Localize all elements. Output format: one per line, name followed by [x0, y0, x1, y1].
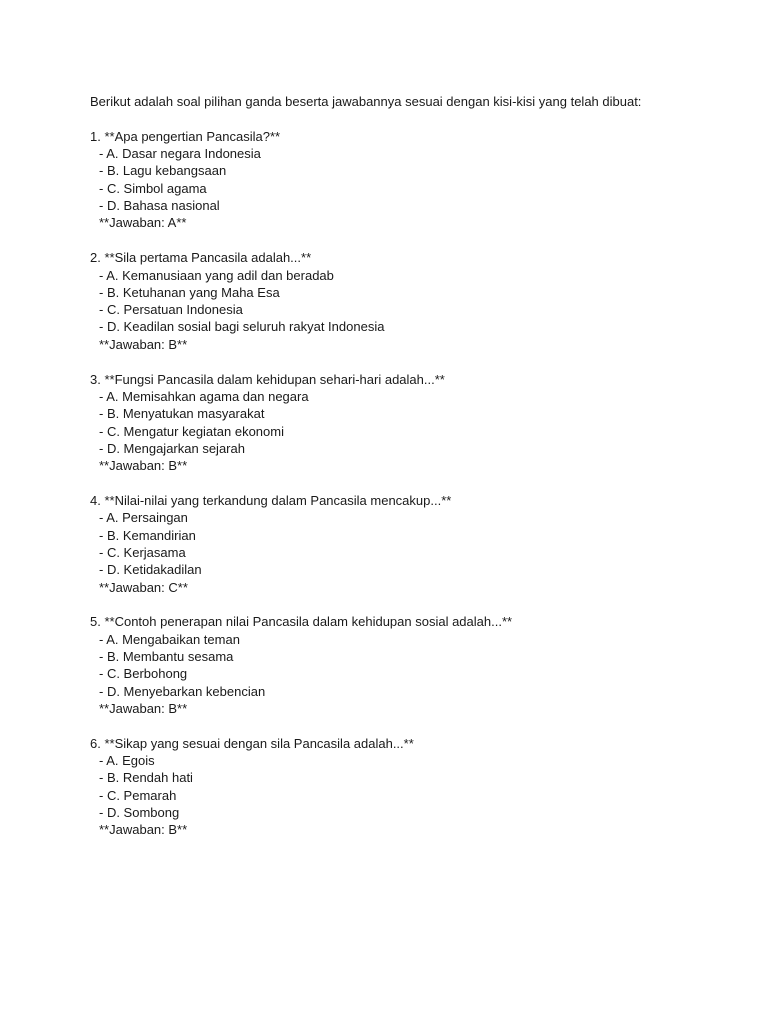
option-a: - A. Dasar negara Indonesia [99, 146, 261, 162]
option-b: - B. Kemandirian [99, 527, 196, 543]
option-a: - A. Persaingan [99, 510, 188, 526]
question-block-3 [90, 371, 730, 475]
question-block-1 [90, 128, 730, 232]
question-text: 5. **Contoh penerapan nilai Pancasila dalam kehidupan sosial adalah...** [90, 614, 513, 630]
answer-text: **Jawaban: A** [99, 215, 187, 231]
question-block-4 [90, 492, 730, 596]
option-a: - A. Kemanusiaan yang adil dan beradab [99, 267, 334, 283]
question-text: 3. **Fungsi Pancasila dalam kehidupan sehari-hari adalah...** [90, 371, 445, 387]
option-b: - B. Ketuhanan yang Maha Esa [99, 284, 280, 300]
option-d: - D. Menyebarkan kebencian [99, 683, 266, 699]
option-c: - C. Mengatur kegiatan ekonomi [99, 423, 284, 439]
option-c: - C. Kerjasama [99, 544, 186, 560]
question-text: 6. **Sikap yang sesuai dengan sila Pancasila adalah...** [90, 735, 414, 751]
document-page [90, 93, 730, 856]
question-block-5 [90, 613, 730, 717]
option-a: - A. Egois [99, 753, 155, 769]
option-d: - D. Bahasa nasional [99, 198, 220, 214]
option-b: - B. Rendah hati [99, 770, 193, 786]
option-c: - C. Simbol agama [99, 180, 207, 196]
option-b: - B. Menyatukan masyarakat [99, 406, 265, 422]
answer-text: **Jawaban: B** [99, 336, 188, 352]
intro-text: Berikut adalah soal pilihan ganda beserta jawabannya sesuai dengan kisi-kisi yang telah dibuat: [90, 94, 642, 109]
question-text: 2. **Sila pertama Pancasila adalah...** [90, 250, 312, 266]
option-d: - D. Mengajarkan sejarah [99, 440, 245, 456]
option-c: - C. Persatuan Indonesia [99, 302, 243, 318]
option-d: - D. Keadilan sosial bagi seluruh rakyat Indonesia [99, 319, 385, 335]
option-d: - D. Ketidakadilan [99, 562, 202, 578]
option-c: - C. Pemarah [99, 787, 177, 803]
answer-text: **Jawaban: B** [99, 458, 188, 474]
question-text: 1. **Apa pengertian Pancasila?** [90, 128, 281, 144]
option-b: - B. Lagu kebangsaan [99, 163, 227, 179]
answer-text: **Jawaban: B** [99, 700, 188, 716]
question-block-6 [90, 735, 730, 839]
answer-text: **Jawaban: B** [99, 822, 188, 838]
question-block-2 [90, 249, 730, 353]
option-a: - A. Mengabaikan teman [99, 631, 240, 647]
option-c: - C. Berbohong [99, 666, 188, 682]
question-text: 4. **Nilai-nilai yang terkandung dalam Pancasila mencakup...** [90, 493, 452, 509]
answer-text: **Jawaban: C** [99, 579, 188, 595]
option-d: - D. Sombong [99, 804, 180, 820]
option-a: - A. Memisahkan agama dan negara [99, 388, 309, 404]
option-b: - B. Membantu sesama [99, 648, 234, 664]
